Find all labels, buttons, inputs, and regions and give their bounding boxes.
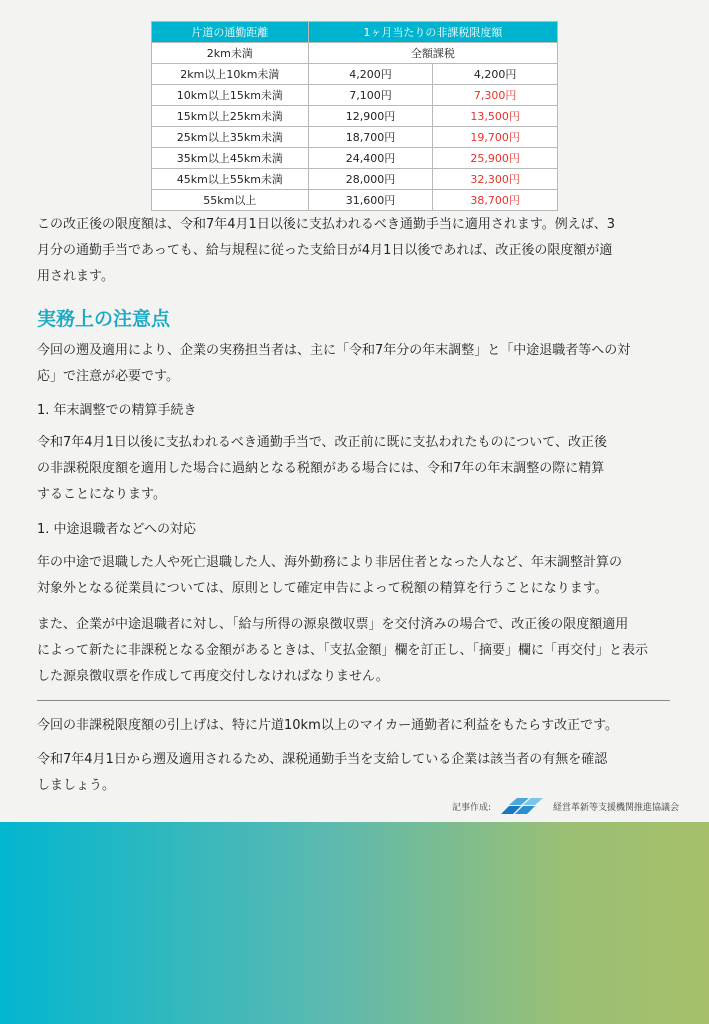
distance-cell: 35km以上45km未満 [152, 148, 309, 169]
new-limit-cell: 19,700円 [433, 127, 558, 148]
article-credit [452, 795, 679, 817]
lead-line: 今回の遡及適用により、企業の実務担当者は、主に「令和7年分の年末調整」と「中途退職者等への対 [37, 343, 631, 358]
old-limit-cell: 24,400円 [308, 148, 433, 169]
section-lead-paragraph [37, 338, 677, 390]
item1-line: 令和7年4月1日以後に支払われるべき通勤手当で、改正前に既に支払われたものについて、改正後 [37, 435, 608, 450]
old-limit-cell: 31,600円 [308, 190, 433, 211]
summary-line: 令和7年4月1日から遡及適用されるため、課税通勤手当を支給している企業は該当者の有無を確認 [37, 752, 608, 767]
table-row [152, 127, 558, 148]
section-heading: 実務上の注意点 [37, 308, 171, 330]
table-row [152, 148, 558, 169]
new-limit-cell: 38,700円 [433, 190, 558, 211]
item2-line: また、企業が中途退職者に対し、「給与所得の源泉徴収票」を交付済みの場合で、改正後の限度額適用 [37, 617, 629, 632]
new-limit-cell: 32,300円 [433, 169, 558, 190]
new-limit-cell: 25,900円 [433, 148, 558, 169]
credit-label: 記事作成: [452, 802, 492, 813]
intro-paragraph [37, 212, 677, 290]
section-divider [37, 700, 670, 701]
distance-cell: 2km以上10km未満 [152, 64, 309, 85]
intro-line: 月分の通勤手当であっても、給与規程に従った支給日が4月1日以後であれば、改正後の限度額が適 [37, 243, 613, 258]
distance-cell: 55km以上 [152, 190, 309, 211]
lead-line: 応」で注意が必要です。 [37, 369, 179, 384]
item2-line: によって新たに非課税となる金額があるときは、「支払金額」欄を訂正し、「摘要」欄に「再交付」と表示 [37, 643, 649, 658]
stripe-logo-icon [499, 797, 545, 815]
credit-organization: 経営革新等支援機関推進協議会 [553, 802, 680, 813]
item2-paragraph-1 [37, 550, 677, 602]
intro-line: 用されます。 [37, 269, 114, 284]
summary-paragraph-2 [37, 747, 677, 799]
item2-title: 1. 中途退職者などへの対応 [37, 522, 197, 537]
new-limit-cell: 13,500円 [433, 106, 558, 127]
table-row [152, 169, 558, 190]
item1-paragraph [37, 430, 677, 508]
distance-cell: 25km以上35km未満 [152, 127, 309, 148]
new-limit-cell: 4,200円 [433, 64, 558, 85]
distance-cell: 10km以上15km未満 [152, 85, 309, 106]
table-row [152, 190, 558, 211]
summary-line: しましょう。 [37, 778, 116, 793]
fully-taxed-cell: 全額課税 [308, 43, 557, 64]
commuting-allowance-table [151, 21, 558, 211]
item1-title: 1. 年末調整での精算手続き [37, 403, 197, 418]
item2-line: 年の中途で退職した人や死亡退職した人、海外勤務により非居住者となった人など、年末調整計算の [37, 555, 623, 570]
old-limit-cell: 28,000円 [308, 169, 433, 190]
distance-cell: 15km以上25km未満 [152, 106, 309, 127]
table-row [152, 106, 558, 127]
item2-line: した源泉徴収票を作成して再度交付しなければなりません。 [37, 669, 389, 684]
old-limit-cell: 7,100円 [308, 85, 433, 106]
item2-line: 対象外となる従業員については、原則として確定申告によって税額の精算を行うことになります。 [37, 581, 608, 596]
item1-line: の非課税限度額を適用した場合に過納となる税額がある場合には、令和7年の年末調整の際に精算 [37, 461, 605, 476]
distance-cell: 2km未満 [152, 43, 309, 64]
footer-gradient-band [0, 822, 709, 1024]
old-limit-cell: 12,900円 [308, 106, 433, 127]
distance-cell: 45km以上55km未満 [152, 169, 309, 190]
old-limit-cell: 4,200円 [308, 64, 433, 85]
header-limit: 1ヶ月当たりの非課税限度額 [308, 22, 557, 43]
table-row [152, 85, 558, 106]
old-limit-cell: 18,700円 [308, 127, 433, 148]
item2-paragraph-2 [37, 612, 677, 690]
summary-paragraph-1: 今回の非課税限度額の引上げは、特に片道10km以上のマイカー通勤者に利益をもたらす改正です。 [37, 718, 619, 733]
table-row [152, 43, 558, 64]
table-row [152, 64, 558, 85]
table-header-row [152, 22, 558, 43]
header-distance: 片道の通勤距離 [152, 22, 309, 43]
new-limit-cell: 7,300円 [433, 85, 558, 106]
intro-line: この改正後の限度額は、令和7年4月1日以後に支払われるべき通勤手当に適用されます。例えば、3 [37, 217, 616, 232]
item1-line: することになります。 [37, 487, 166, 502]
